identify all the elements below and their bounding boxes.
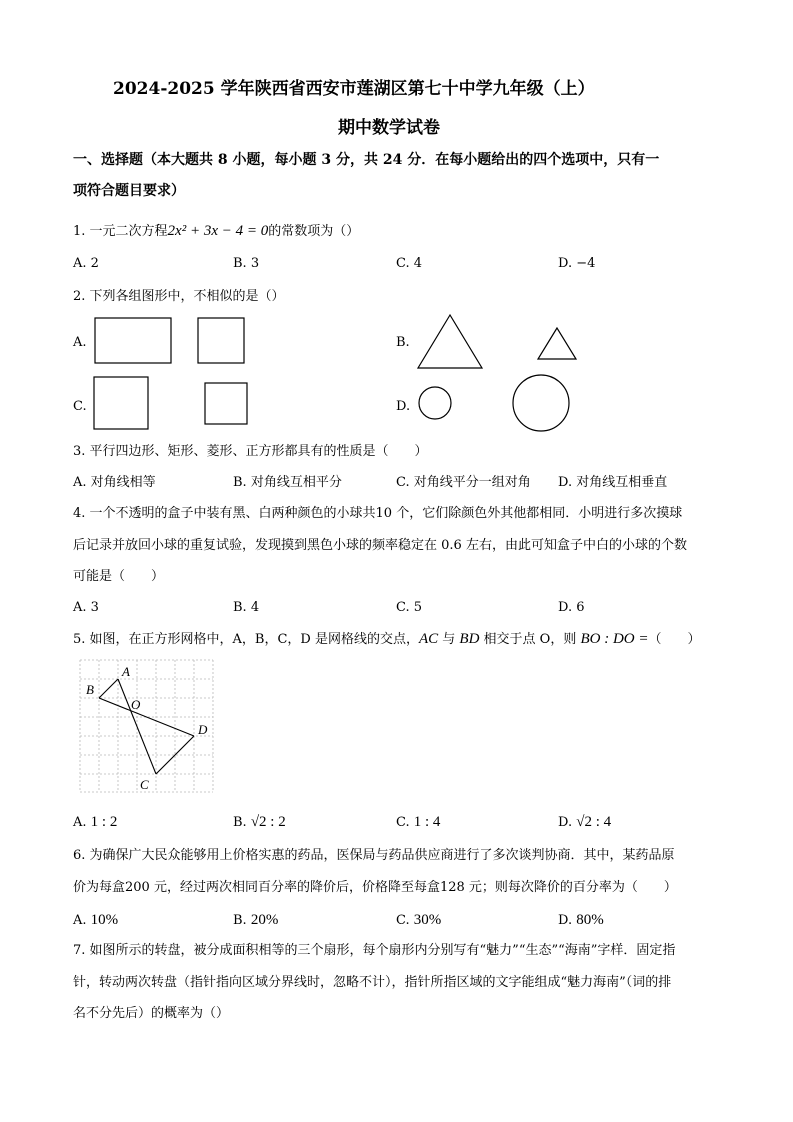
q3-option-c[interactable]: C. 对角线平分一组对角 bbox=[396, 475, 531, 490]
q6-option-a[interactable] bbox=[73, 909, 118, 932]
q5-option-b-label: B. bbox=[233, 815, 247, 830]
exam-title-line2: 期中数学试卷 bbox=[338, 118, 440, 138]
section-heading-line2: 项符合题目要求） bbox=[73, 183, 185, 199]
q5-segments bbox=[99, 679, 194, 774]
q5-option-a-value: 1 : 2 bbox=[90, 814, 118, 830]
q5-point-a: A bbox=[122, 664, 130, 679]
q6-line1: 6. 为确保广大民众能够用上价格实惠的药品，医保局与药品供应商进行了多次谈判协商．其中，某药品原 bbox=[73, 848, 675, 863]
q4-line2: 后记录并放回小球的重复试验，发现摸到黑色小球的频率稳定在 0.6 左右，由此可知盒子中白的小球的个数 bbox=[73, 538, 687, 553]
q2-label-b[interactable]: B. bbox=[396, 335, 410, 350]
q5-option-b-value: √2 : 2 bbox=[250, 814, 286, 830]
q4-option-c[interactable]: C. 5 bbox=[396, 600, 423, 615]
q5-option-a[interactable] bbox=[73, 811, 117, 834]
q6-option-c-value: 30% bbox=[413, 912, 442, 928]
q5-stem-ac: AC bbox=[418, 631, 439, 647]
q3-option-a[interactable]: A. 对角线相等 bbox=[73, 475, 156, 490]
q5-grid-lines bbox=[80, 660, 213, 792]
q6-option-d-value: 80% bbox=[576, 912, 604, 928]
q5-stem-e: 相交于点 O，则 bbox=[479, 632, 581, 647]
q5-option-a-label: A. bbox=[73, 815, 87, 830]
section-heading-line1: 一、选择题（本大题共 8 小题，每小题 3 分，共 24 分．在每小题给出的四个选项中，只有一 bbox=[73, 152, 660, 168]
q5-option-c-label: C. bbox=[396, 815, 410, 830]
q5-option-b[interactable] bbox=[233, 811, 286, 834]
q5-option-d-value: √2 : 4 bbox=[576, 814, 612, 830]
q6-option-d-label: D. bbox=[558, 913, 573, 928]
q5-option-d[interactable] bbox=[558, 811, 611, 834]
q4-option-b[interactable]: B. 4 bbox=[233, 600, 260, 615]
q5-option-c-value: 1 : 4 bbox=[413, 814, 441, 830]
q6-option-b-value: 20% bbox=[250, 912, 279, 928]
q1-option-c[interactable]: C. 4 bbox=[396, 256, 423, 271]
q6-line2: 价为每盒200 元，经过两次相同百分率的降价后，价格降至每盒128 元；则每次降价的百分率为（ ） bbox=[73, 880, 677, 895]
q7-line3: 名不分先后）的概率为（） bbox=[73, 1006, 230, 1021]
q6-option-b[interactable] bbox=[233, 909, 278, 932]
q5-option-c[interactable] bbox=[396, 811, 440, 834]
q1-prefix: 1. 一元二次方程 bbox=[73, 224, 168, 239]
q6-option-c-label: C. bbox=[396, 913, 410, 928]
q5-point-b: B bbox=[86, 682, 94, 697]
q5-stem-bd: BD bbox=[459, 631, 480, 647]
q2-label-c[interactable]: C. bbox=[73, 399, 87, 414]
q2-label-a[interactable]: A. bbox=[73, 335, 87, 350]
q2-stem: 2. 下列各组图形中，不相似的是（） bbox=[73, 289, 285, 304]
q1-option-d[interactable]: D. −4 bbox=[558, 256, 596, 271]
segment-ab bbox=[99, 679, 118, 698]
q2-label-d[interactable]: D. bbox=[396, 399, 411, 414]
q6-option-a-label: A. bbox=[73, 913, 87, 928]
q7-line1: 7. 如图所示的转盘，被分成面积相等的三个扇形，每个扇形内分别写有“魅力”“生态”“海南”字样．固定指 bbox=[73, 943, 676, 958]
q6-option-d[interactable] bbox=[558, 909, 604, 932]
q6-option-a-value: 10% bbox=[90, 912, 119, 928]
q1-suffix: 的常数项为（） bbox=[268, 224, 360, 239]
q3-stem: 3. 平行四边形、矩形、菱形、正方形都具有的性质是（ ） bbox=[73, 444, 428, 459]
q4-line3: 可能是（ ） bbox=[73, 569, 165, 584]
q1-option-b[interactable]: B. 3 bbox=[233, 256, 260, 271]
q5-point-c: C bbox=[140, 777, 149, 792]
q5-point-o: O bbox=[131, 697, 141, 712]
q5-stem-a: 5. 如图，在正方形网格中，A，B，C，D 是网格线的交点， bbox=[73, 632, 419, 647]
q1-option-a[interactable]: A. 2 bbox=[73, 256, 99, 271]
q5-option-d-label: D. bbox=[558, 815, 573, 830]
q6-option-c[interactable] bbox=[396, 909, 441, 932]
exam-title-line1: 2024-2025 学年陕西省西安市莲湖区第七十中学九年级（上） bbox=[113, 79, 595, 99]
q3-option-b[interactable]: B. 对角线互相平分 bbox=[233, 475, 342, 490]
q5-stem-ratio: BO : DO = bbox=[580, 631, 649, 647]
q3-option-d[interactable]: D. 对角线互相垂直 bbox=[558, 475, 668, 490]
q4-line1: 4. 一个不透明的盒子中装有黑、白两种颜色的小球共10 个，它们除颜色外其他都相同．小明进行多次摸球 bbox=[73, 506, 683, 521]
q5-stem-g: （ ） bbox=[648, 632, 701, 647]
q4-option-a[interactable]: A. 3 bbox=[73, 600, 99, 615]
q6-option-b-label: B. bbox=[233, 913, 247, 928]
q7-line2: 针，转动两次转盘（指针指向区域分界线时，忽略不计），指针所指区域的文字能组成“魅力海南”（词的排 bbox=[73, 975, 672, 990]
q5-stem-and: 与 bbox=[438, 632, 460, 647]
q4-option-d[interactable]: D. 6 bbox=[558, 600, 585, 615]
q5-point-d: D bbox=[198, 722, 208, 737]
q1-equation: 2x² + 3x − 4 = 0 bbox=[167, 223, 269, 239]
